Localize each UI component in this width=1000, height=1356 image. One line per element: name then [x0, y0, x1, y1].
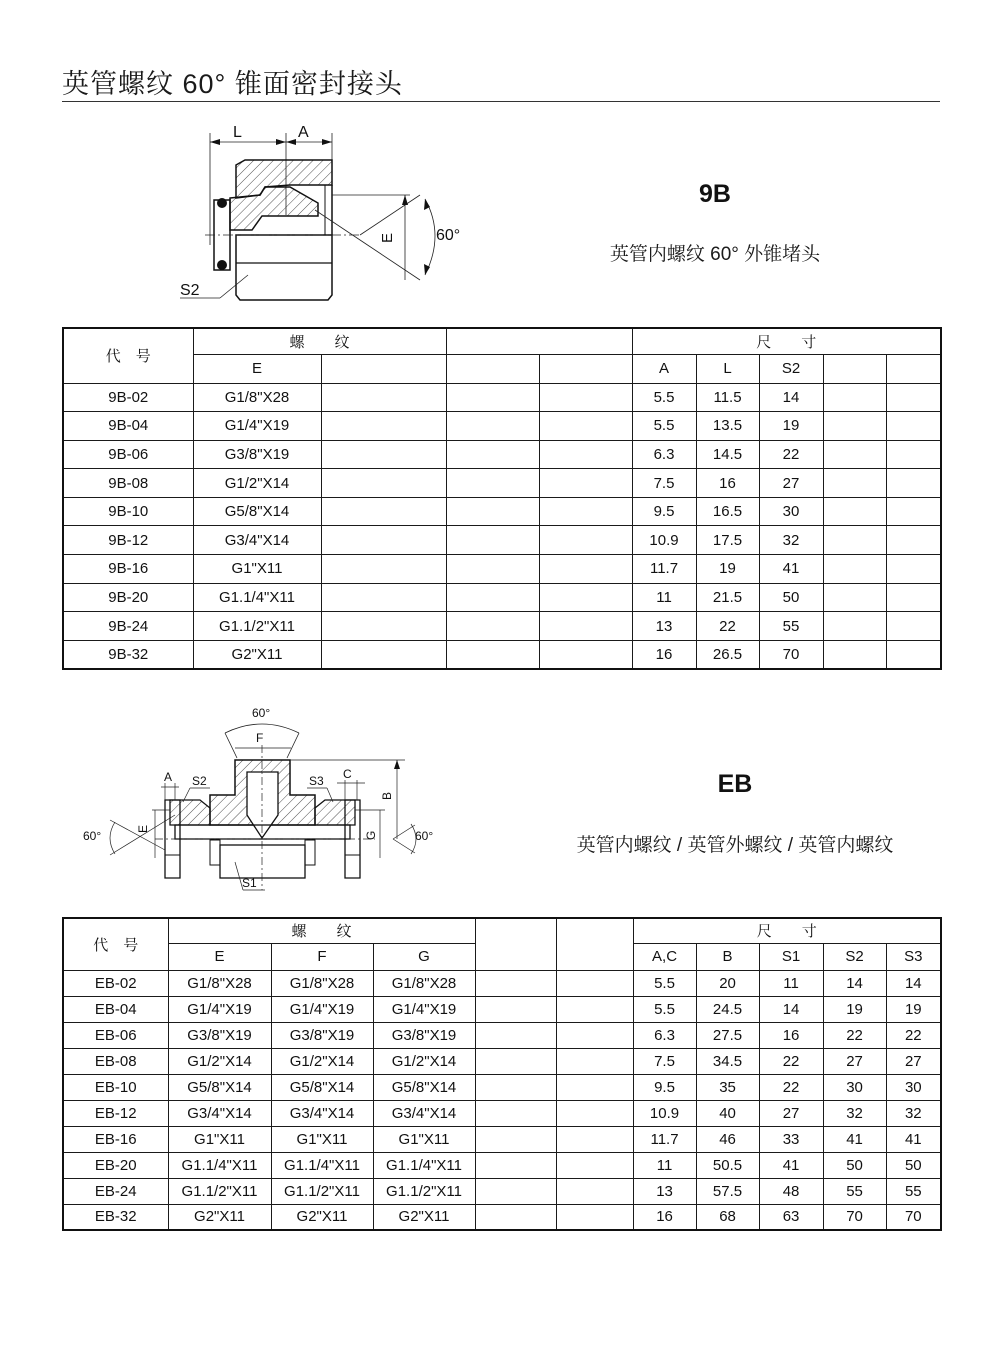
- cell-a: 16: [632, 640, 696, 669]
- cell-s2: 50: [823, 1152, 886, 1178]
- cell-s2: 50: [759, 583, 823, 612]
- cell-blank: [321, 583, 446, 612]
- cell-s2: 70: [759, 640, 823, 669]
- diagram-label-angle-left: 60°: [83, 829, 102, 843]
- table-row: [63, 1178, 941, 1204]
- diagram-label-C: C: [343, 767, 352, 781]
- diagram-9b: [170, 115, 490, 310]
- table-row: [63, 440, 941, 469]
- diagram-label-A: A: [164, 770, 173, 784]
- cell-b: 46: [696, 1126, 759, 1152]
- header-B: B: [696, 943, 759, 970]
- cell-blank: [475, 1048, 556, 1074]
- cell-s3: 19: [886, 996, 941, 1022]
- cell-f: G1"X11: [271, 1126, 373, 1152]
- cell-s3: 50: [886, 1152, 941, 1178]
- header-S2: S2: [759, 354, 823, 383]
- cell-blank: [539, 412, 632, 441]
- diagram-label-S1: S1: [242, 876, 257, 890]
- cell-blank: [539, 640, 632, 669]
- cell-a: 5.5: [632, 383, 696, 412]
- cell-blank: [446, 555, 539, 584]
- cell-a: 9.5: [632, 497, 696, 526]
- cell-g: G2"X11: [373, 1204, 475, 1230]
- cell-e: G5/8"X14: [168, 1074, 271, 1100]
- cell-e: G1.1/2"X11: [193, 612, 321, 641]
- diagram-label-S2: S2: [180, 282, 200, 299]
- cell-f: G5/8"X14: [271, 1074, 373, 1100]
- cell-code: 9B-20: [63, 583, 193, 612]
- cell-e: G3/4"X14: [193, 526, 321, 555]
- cell-g: G5/8"X14: [373, 1074, 475, 1100]
- cell-b: 27.5: [696, 1022, 759, 1048]
- header-blank: [539, 354, 632, 383]
- cell-code: 9B-08: [63, 469, 193, 498]
- cell-s3: 55: [886, 1178, 941, 1204]
- cell-l: 16: [696, 469, 759, 498]
- cell-blank: [446, 469, 539, 498]
- model-description-9b: 英管内螺纹 60° 外锥堵头: [609, 244, 821, 265]
- header-blank: [556, 918, 633, 970]
- cell-b: 20: [696, 970, 759, 996]
- cell-code: EB-04: [63, 996, 168, 1022]
- cell-blank: [886, 612, 941, 641]
- cell-blank: [539, 497, 632, 526]
- cell-blank: [556, 1178, 633, 1204]
- cell-s2: 27: [759, 469, 823, 498]
- header-size: 尺 寸: [633, 918, 941, 943]
- cell-code: 9B-02: [63, 383, 193, 412]
- cell-s2: 22: [823, 1022, 886, 1048]
- header-AC: A,C: [633, 943, 696, 970]
- diagram-label-angle-top: 60°: [252, 706, 271, 720]
- table-row: [63, 1022, 941, 1048]
- model-description-eb: 英管内螺纹 / 英管外螺纹 / 英管内螺纹: [576, 835, 894, 856]
- cell-s3: 41: [886, 1126, 941, 1152]
- cell-b: 34.5: [696, 1048, 759, 1074]
- cell-s2: 19: [759, 412, 823, 441]
- cell-blank: [446, 440, 539, 469]
- cell-s3: 27: [886, 1048, 941, 1074]
- diagram-label-G: G: [364, 830, 378, 840]
- cell-s2: 55: [823, 1178, 886, 1204]
- cell-s2: 41: [823, 1126, 886, 1152]
- cell-blank: [823, 612, 886, 641]
- table-row: [63, 583, 941, 612]
- cell-s1: 27: [759, 1100, 823, 1126]
- cell-blank: [446, 497, 539, 526]
- cell-blank: [321, 555, 446, 584]
- cell-blank: [886, 526, 941, 555]
- header-S1: S1: [759, 943, 823, 970]
- cell-blank: [886, 555, 941, 584]
- table-row: [63, 996, 941, 1022]
- cell-blank: [321, 612, 446, 641]
- spec-table-eb: [62, 917, 942, 1231]
- cell-blank: [886, 412, 941, 441]
- header-F: F: [271, 943, 373, 970]
- cell-blank: [823, 555, 886, 584]
- header-S3: S3: [886, 943, 941, 970]
- header-blank: [446, 354, 539, 383]
- diagram-eb: [75, 700, 455, 895]
- header-code: 代 号: [63, 328, 193, 383]
- spec-table-9b: [62, 327, 942, 670]
- cell-code: EB-10: [63, 1074, 168, 1100]
- cell-blank: [556, 1100, 633, 1126]
- cell-s1: 41: [759, 1152, 823, 1178]
- cell-b: 68: [696, 1204, 759, 1230]
- diagram-label-E: E: [136, 824, 150, 833]
- cell-blank: [321, 640, 446, 669]
- cell-code: EB-02: [63, 970, 168, 996]
- diagram-label-E: E: [379, 232, 396, 243]
- cell-e: G3/4"X14: [168, 1100, 271, 1126]
- cell-a: 11: [632, 583, 696, 612]
- cell-s2: 32: [823, 1100, 886, 1126]
- cell-f: G1/2"X14: [271, 1048, 373, 1074]
- cell-blank: [886, 440, 941, 469]
- table-row: [63, 612, 941, 641]
- cell-code: EB-32: [63, 1204, 168, 1230]
- table-row: [63, 555, 941, 584]
- cell-blank: [886, 383, 941, 412]
- cell-b: 40: [696, 1100, 759, 1126]
- cell-a: 11.7: [632, 555, 696, 584]
- cell-blank: [556, 1048, 633, 1074]
- header-E: E: [193, 354, 321, 383]
- cell-f: G2"X11: [271, 1204, 373, 1230]
- cell-ac: 5.5: [633, 996, 696, 1022]
- cell-blank: [539, 526, 632, 555]
- cell-l: 13.5: [696, 412, 759, 441]
- cell-code: EB-20: [63, 1152, 168, 1178]
- cell-e: G1/2"X14: [168, 1048, 271, 1074]
- table-row: [63, 1126, 941, 1152]
- header-thread: 螺 纹: [193, 328, 446, 354]
- header-S2: S2: [823, 943, 886, 970]
- cell-e: G2"X11: [168, 1204, 271, 1230]
- cell-f: G1/8"X28: [271, 970, 373, 996]
- cell-e: G1/2"X14: [193, 469, 321, 498]
- cell-blank: [321, 469, 446, 498]
- cell-blank: [539, 469, 632, 498]
- header-blank: [886, 354, 941, 383]
- header-A: A: [632, 354, 696, 383]
- cell-ac: 5.5: [633, 970, 696, 996]
- cell-ac: 13: [633, 1178, 696, 1204]
- cell-a: 5.5: [632, 412, 696, 441]
- cell-s3: 14: [886, 970, 941, 996]
- cell-s2: 70: [823, 1204, 886, 1230]
- cell-blank: [475, 996, 556, 1022]
- cell-b: 35: [696, 1074, 759, 1100]
- page-title: 英管螺纹 60° 锥面密封接头: [62, 69, 403, 99]
- cell-blank: [539, 583, 632, 612]
- cell-e: G1"X11: [168, 1126, 271, 1152]
- diagram-label-L: L: [233, 124, 242, 141]
- cell-blank: [475, 1074, 556, 1100]
- cell-blank: [556, 996, 633, 1022]
- cell-blank: [823, 640, 886, 669]
- cell-blank: [823, 469, 886, 498]
- table-row: [63, 1074, 941, 1100]
- cell-blank: [886, 640, 941, 669]
- cell-s2: 14: [759, 383, 823, 412]
- cell-blank: [823, 383, 886, 412]
- cell-g: G3/4"X14: [373, 1100, 475, 1126]
- cell-a: 6.3: [632, 440, 696, 469]
- cell-s1: 16: [759, 1022, 823, 1048]
- table-row: [63, 1152, 941, 1178]
- header-blank: [446, 328, 632, 354]
- cell-blank: [886, 583, 941, 612]
- cell-blank: [446, 640, 539, 669]
- cell-code: EB-08: [63, 1048, 168, 1074]
- cell-blank: [539, 555, 632, 584]
- cell-blank: [539, 612, 632, 641]
- cell-e: G2"X11: [193, 640, 321, 669]
- cell-l: 14.5: [696, 440, 759, 469]
- cell-code: 9B-24: [63, 612, 193, 641]
- cell-s3: 22: [886, 1022, 941, 1048]
- cell-e: G1"X11: [193, 555, 321, 584]
- table-row: [63, 412, 941, 441]
- cell-l: 17.5: [696, 526, 759, 555]
- cell-blank: [539, 383, 632, 412]
- cell-code: EB-06: [63, 1022, 168, 1048]
- cell-a: 7.5: [632, 469, 696, 498]
- cell-e: G5/8"X14: [193, 497, 321, 526]
- cell-code: EB-12: [63, 1100, 168, 1126]
- header-blank: [823, 354, 886, 383]
- model-code-9b: 9B: [699, 180, 731, 208]
- cell-g: G1/4"X19: [373, 996, 475, 1022]
- table-row: [63, 497, 941, 526]
- cell-f: G1.1/4"X11: [271, 1152, 373, 1178]
- cell-blank: [446, 412, 539, 441]
- table-row: [63, 1100, 941, 1126]
- header-E: E: [168, 943, 271, 970]
- cell-blank: [475, 1204, 556, 1230]
- header-G: G: [373, 943, 475, 970]
- cell-blank: [886, 469, 941, 498]
- cell-ac: 10.9: [633, 1100, 696, 1126]
- diagram-label-S3: S3: [309, 774, 324, 788]
- model-code-eb: EB: [717, 770, 753, 798]
- cell-blank: [321, 412, 446, 441]
- cell-blank: [556, 1074, 633, 1100]
- cell-code: 9B-06: [63, 440, 193, 469]
- cell-s3: 30: [886, 1074, 941, 1100]
- cell-e: G1/8"X28: [193, 383, 321, 412]
- cell-blank: [823, 412, 886, 441]
- cell-b: 50.5: [696, 1152, 759, 1178]
- cell-s3: 70: [886, 1204, 941, 1230]
- cell-blank: [823, 526, 886, 555]
- cell-e: G3/8"X19: [193, 440, 321, 469]
- cell-b: 24.5: [696, 996, 759, 1022]
- cell-s2: 14: [823, 970, 886, 996]
- cell-s1: 11: [759, 970, 823, 996]
- cell-g: G3/8"X19: [373, 1022, 475, 1048]
- cell-blank: [556, 970, 633, 996]
- cell-l: 21.5: [696, 583, 759, 612]
- cell-blank: [321, 526, 446, 555]
- cell-f: G1.1/2"X11: [271, 1178, 373, 1204]
- cell-blank: [321, 440, 446, 469]
- cell-blank: [446, 383, 539, 412]
- cell-s2: 27: [823, 1048, 886, 1074]
- cell-blank: [886, 497, 941, 526]
- cell-blank: [539, 440, 632, 469]
- cell-ac: 11.7: [633, 1126, 696, 1152]
- table-row: [63, 640, 941, 669]
- cell-code: 9B-04: [63, 412, 193, 441]
- cell-blank: [475, 1022, 556, 1048]
- diagram-label-S2: S2: [192, 774, 207, 788]
- diagram-label-angle-right: 60°: [415, 829, 434, 843]
- cell-blank: [475, 1152, 556, 1178]
- cell-code: 9B-32: [63, 640, 193, 669]
- cell-s2: 32: [759, 526, 823, 555]
- cell-code: 9B-12: [63, 526, 193, 555]
- cell-code: 9B-16: [63, 555, 193, 584]
- cell-ac: 7.5: [633, 1048, 696, 1074]
- cell-blank: [475, 970, 556, 996]
- cell-e: G1/4"X19: [168, 996, 271, 1022]
- table-row: [63, 383, 941, 412]
- cell-s2: 19: [823, 996, 886, 1022]
- header-L: L: [696, 354, 759, 383]
- cell-ac: 11: [633, 1152, 696, 1178]
- cell-s3: 32: [886, 1100, 941, 1126]
- table-row: [63, 526, 941, 555]
- cell-l: 19: [696, 555, 759, 584]
- cell-f: G3/8"X19: [271, 1022, 373, 1048]
- cell-g: G1.1/2"X11: [373, 1178, 475, 1204]
- cell-blank: [321, 383, 446, 412]
- cell-ac: 9.5: [633, 1074, 696, 1100]
- cell-ac: 6.3: [633, 1022, 696, 1048]
- cell-l: 26.5: [696, 640, 759, 669]
- table-row: [63, 1204, 941, 1230]
- cell-a: 13: [632, 612, 696, 641]
- cell-g: G1"X11: [373, 1126, 475, 1152]
- cell-e: G1/4"X19: [193, 412, 321, 441]
- diagram-label-F: F: [256, 731, 264, 745]
- cell-code: EB-24: [63, 1178, 168, 1204]
- cell-f: G1/4"X19: [271, 996, 373, 1022]
- cell-l: 16.5: [696, 497, 759, 526]
- diagram-label-angle: 60°: [436, 227, 461, 244]
- cell-blank: [556, 1022, 633, 1048]
- cell-s1: 48: [759, 1178, 823, 1204]
- diagram-label-B: B: [380, 791, 394, 800]
- cell-ac: 16: [633, 1204, 696, 1230]
- cell-s1: 14: [759, 996, 823, 1022]
- cell-a: 10.9: [632, 526, 696, 555]
- cell-e: G3/8"X19: [168, 1022, 271, 1048]
- cell-e: G1.1/4"X11: [168, 1152, 271, 1178]
- cell-s2: 55: [759, 612, 823, 641]
- cell-e: G1.1/2"X11: [168, 1178, 271, 1204]
- cell-blank: [321, 497, 446, 526]
- cell-s1: 22: [759, 1074, 823, 1100]
- title-divider: [62, 101, 940, 102]
- cell-s2: 30: [759, 497, 823, 526]
- cell-blank: [556, 1152, 633, 1178]
- cell-l: 22: [696, 612, 759, 641]
- cell-blank: [446, 526, 539, 555]
- header-size: 尺 寸: [632, 328, 941, 354]
- header-blank: [475, 918, 556, 970]
- cell-blank: [446, 612, 539, 641]
- cell-f: G3/4"X14: [271, 1100, 373, 1126]
- cell-g: G1/2"X14: [373, 1048, 475, 1074]
- cell-blank: [556, 1204, 633, 1230]
- cell-s1: 22: [759, 1048, 823, 1074]
- cell-s1: 63: [759, 1204, 823, 1230]
- cell-e: G1/8"X28: [168, 970, 271, 996]
- cell-blank: [446, 583, 539, 612]
- cell-e: G1.1/4"X11: [193, 583, 321, 612]
- cell-s2: 41: [759, 555, 823, 584]
- cell-blank: [823, 440, 886, 469]
- cell-code: EB-16: [63, 1126, 168, 1152]
- cell-s1: 33: [759, 1126, 823, 1152]
- cell-blank: [823, 583, 886, 612]
- cell-l: 11.5: [696, 383, 759, 412]
- table-row: [63, 1048, 941, 1074]
- header-blank: [321, 354, 446, 383]
- cell-code: 9B-10: [63, 497, 193, 526]
- cell-g: G1/8"X28: [373, 970, 475, 996]
- header-thread: 螺 纹: [168, 918, 475, 943]
- cell-blank: [475, 1126, 556, 1152]
- cell-s2: 22: [759, 440, 823, 469]
- table-row: [63, 970, 941, 996]
- diagram-label-A: A: [298, 124, 309, 141]
- table-row: [63, 469, 941, 498]
- cell-blank: [823, 497, 886, 526]
- cell-blank: [475, 1178, 556, 1204]
- cell-s2: 30: [823, 1074, 886, 1100]
- cell-b: 57.5: [696, 1178, 759, 1204]
- header-code: 代 号: [63, 918, 168, 970]
- cell-blank: [475, 1100, 556, 1126]
- cell-blank: [556, 1126, 633, 1152]
- cell-g: G1.1/4"X11: [373, 1152, 475, 1178]
